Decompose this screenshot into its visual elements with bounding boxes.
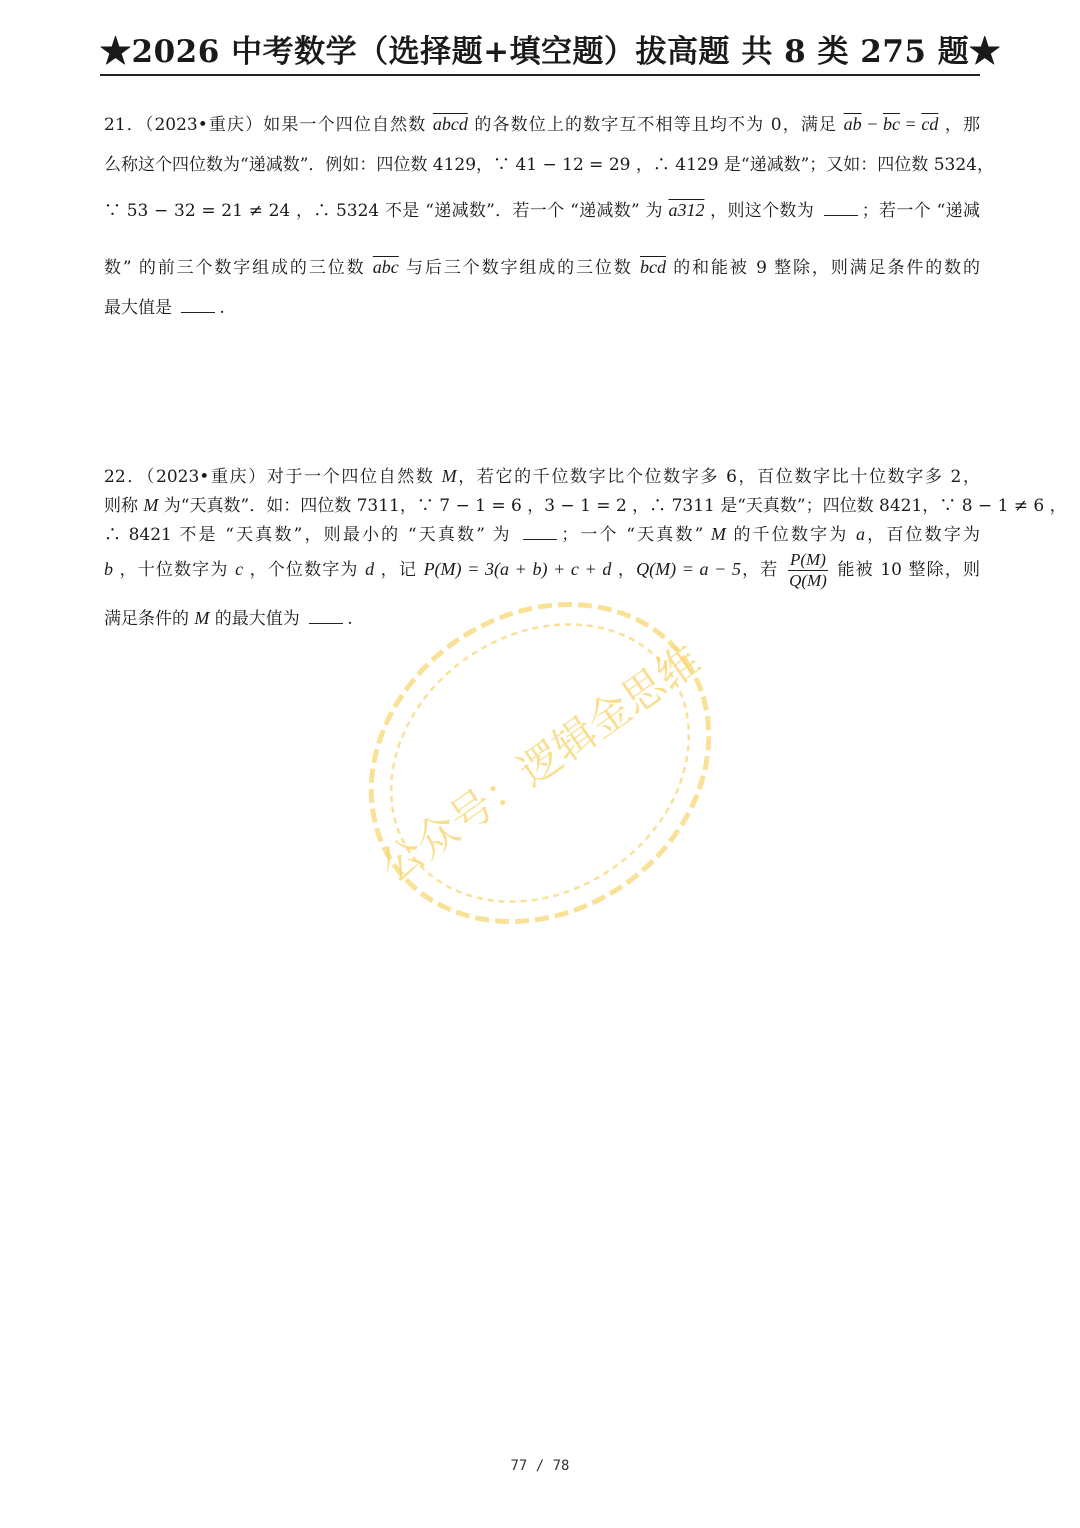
answer-blank — [309, 609, 343, 624]
formula-p: P(M) = 3(a + b) + c + d — [423, 559, 612, 579]
overline-abc: $\overline{abc}$ — [372, 257, 399, 277]
header-rule — [100, 74, 980, 76]
problem-22-line-4: b ，十位数字为 c ，个位数字为 d ，记 P(M) = 3(a + b) + c + d ，Q(M) = a − 5，若 $\frac{P(M)}{Q(M)}$ 能被 10 整除，则 — [104, 550, 980, 590]
problem-22-line-1: 22．（2023•重庆）对于一个四位自然数 M，若它的千位数字比个位数字多 6，百位数字比十位数字多 2， — [104, 466, 980, 487]
problem-21-line-4: 数” 的前三个数字组成的三位数 $\overline{abc}$ 与后三个数字组成的三位数 $\overline{bcd}$ 的和能被 9 整除，则满足条件的数的 — [104, 257, 981, 278]
document-header: ★2026 中考数学（选择题+填空题）拔高题 共 8 类 275 题★ — [100, 34, 1001, 70]
problem-22-line-5: 满足条件的 M 的最大值为 . — [104, 608, 353, 629]
problem-22-line-3: ∴ 8421 不是 “天真数”，则最小的 “天真数” 为 ；一个 “天真数” M 的千位数字为 a，百位数字为 — [104, 524, 980, 545]
problem-22-line-2: 则称 M 为“天真数”．如：四位数 7311，∵ 7 − 1 = 6 ，3 − 1 = 2 ，∴ 7311 是“天真数”；四位数 8421，∵ 8 − 1 ≠ 6 ， — [104, 495, 1067, 516]
page-number: 77 / 78 — [510, 1458, 570, 1474]
formula-q: Q(M) = a − 5 — [636, 559, 741, 579]
problem-21-line-3: ∵ 53 − 32 = 21 ≠ 24 ，∴ 5324 不是 “递减数”．若一个 “递减数” 为 a312 ，则这个数为 ；若一个 “递减 — [104, 200, 980, 221]
overline-cd: $\overline{cd}$ — [921, 114, 939, 134]
answer-blank — [824, 201, 858, 216]
fraction-p-over-q: $\frac{P(M)}{Q(M)}$ — [789, 550, 827, 590]
problem-21-line-2: 么称这个四位数为“递减数”．例如：四位数 4129，∵ 41 − 12 = 29 ，∴ 4129 是“递减数”；又如：四位数 5324， — [104, 155, 994, 175]
answer-blank — [523, 525, 557, 540]
answer-blank — [181, 298, 215, 313]
problem-21-line-1: 21．（2023•重庆）如果一个四位自然数 abcd 的各数位上的数字互不相等且均不为 0，满足 $\overline{ab} - \overline{bc} = \overline{cd}$ ，那 — [104, 114, 981, 135]
watermark-text: 公众号：逻辑金思维 — [371, 634, 710, 892]
watermark-stamp — [350, 598, 730, 928]
overline-a312: a312 — [668, 200, 705, 220]
overline-bc: $\overline{bc}$ — [882, 114, 900, 134]
overline-ab: $\overline{ab}$ — [843, 114, 862, 134]
overline-abcd: abcd — [432, 114, 468, 134]
overline-bcd: $\overline{bcd}$ — [639, 257, 666, 277]
problem-21-line-5: 最大值是 . — [104, 298, 225, 318]
